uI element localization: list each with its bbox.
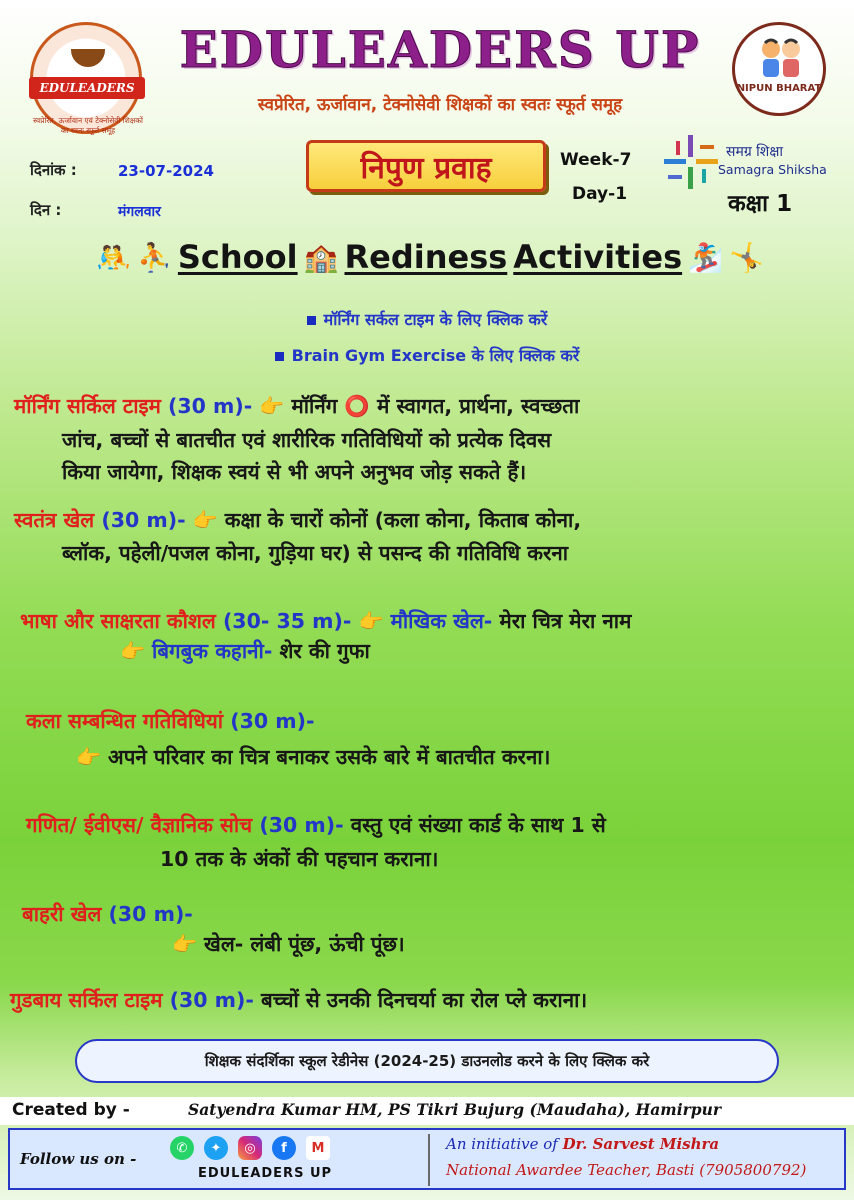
section-art-line2: 👉 अपने परिवार का चित्र बनाकर उसके बारे में बातचीत करना। [76, 745, 551, 769]
download-guide-button[interactable]: शिक्षक संदर्शिका स्कूल रेडीनेस (2024-25) डाउनलोड करने के लिए क्लिक करे [75, 1039, 779, 1083]
section-art: कला सम्बन्धित गतिविधियां (30 m)- [26, 709, 315, 733]
section-maths-line2: 10 तक के अंकों की पहचान कराना। [160, 847, 439, 871]
follow-label: Follow us on - [20, 1150, 137, 1168]
footer-divider [428, 1134, 430, 1186]
section-free-play-line2: ब्लॉक, पहेली/पजल कोना, गुड़िया घर) से पसन्द की गतिविधि करना [62, 541, 569, 565]
facebook-icon[interactable]: f [272, 1136, 296, 1160]
gmail-icon[interactable]: M [306, 1136, 330, 1160]
whatsapp-icon[interactable]: ✆ [170, 1136, 194, 1160]
heading-word-activities: Activities [513, 238, 683, 276]
brain-gym-link[interactable]: Brain Gym Exercise के लिए क्लिक करें [0, 344, 854, 366]
pointing-hand-icon: 👉 [76, 745, 101, 769]
tagline: स्वप्रेरित, ऊर्जावान, टेक्नोसेवी शिक्षकों का स्वतः स्फूर्त समूह [257, 95, 623, 115]
week-label: Week-7 [560, 150, 632, 170]
pointing-hand-icon: 👉 [259, 394, 285, 418]
social-icons [170, 1136, 330, 1160]
class-label: कक्षा 1 [728, 191, 793, 217]
square-bullet-icon [275, 352, 284, 361]
section-morning-line2: जांच, बच्चों से बातचीत एवं शारीरिक गतिविधियों को प्रत्येक दिवस [62, 428, 552, 452]
square-bullet-icon [307, 316, 316, 325]
samagra-hindi: समग्र शिक्षा [726, 144, 783, 160]
creator-credit: Satyendra Kumar HM, PS Tikri Bujurg (Maudaha), Hamirpur [188, 1100, 722, 1119]
nipun-bharat-logo [732, 22, 826, 116]
initiative-line: An initiative of Dr. Sarvest Mishra [446, 1135, 720, 1153]
pointing-hand-icon: 👉 [172, 932, 197, 956]
group-name: EDULEADERS UP [197, 1166, 333, 1181]
created-label: Created by - [12, 1100, 130, 1120]
instagram-icon[interactable]: ◎ [238, 1136, 262, 1160]
school-icon: 🏫 [303, 240, 339, 274]
date-label: दिनांक : [30, 161, 77, 179]
logo-caption: स्वप्रेरित, ऊर्जावान एवं टेक्नोसेवी शिक्षकों का स्वतः स्फूर्त समूह [33, 116, 143, 135]
day-label: दिन : [30, 201, 62, 219]
section-morning-line3: किया जायेगा, शिक्षक स्वयं से भी अपने अनुभव जोड़ सकते हैं। [62, 460, 527, 484]
wrestling-icon: 🤼 [96, 240, 131, 274]
heading-word-rediness: Rediness [344, 238, 508, 276]
activities-heading [40, 238, 820, 276]
pointing-hand-icon: 👉 [120, 639, 145, 663]
twitter-icon[interactable]: ✦ [204, 1136, 228, 1160]
kids-icon [753, 37, 809, 81]
section-language-line2: 👉 बिगबुक कहानी- शेर की गुफा [120, 639, 370, 663]
logo-banner: EDULEADERS [29, 77, 145, 99]
awardee-line: National Awardee Teacher, Basti (7905800792) [446, 1161, 807, 1179]
cartwheel-icon: 🤸 [729, 240, 764, 274]
bowl-icon [71, 49, 105, 67]
program-badge: निपुण प्रवाह [306, 140, 546, 192]
samagra-english: Samagra Shiksha [718, 162, 827, 177]
section-free-play: स्वतंत्र खेल (30 m)- 👉 कक्षा के चारों कोनों (कला कोना, किताब कोना, [14, 508, 582, 532]
section-maths: गणित/ ईवीएस/ वैज्ञानिक सोच (30 m)- वस्तु एवं संख्या कार्ड के साथ 1 से [26, 813, 606, 837]
section-outdoor: बाहरी खेल (30 m)- [22, 902, 193, 926]
pointing-hand-icon: 👉 [358, 609, 384, 633]
section-morning-circle: मॉर्निंग सर्किल टाइम (30 m)- 👉 मॉर्निंग ⭕ में स्वागत, प्रार्थना, स्वच्छता [14, 394, 580, 418]
basketball-icon: ⛹ [137, 240, 172, 274]
day-value: मंगलवार [118, 204, 161, 220]
page-title: EDULEADERS UP [179, 20, 701, 79]
section-outdoor-line2: 👉 खेल- लंबी पूंछ, ऊंची पूंछ। [172, 932, 405, 956]
day-number: Day-1 [572, 184, 628, 204]
pointing-hand-icon: 👉 [192, 508, 218, 532]
section-language: भाषा और साक्षरता कौशल (30- 35 m)- 👉 मौखिक खेल- मेरा चित्र मेरा नाम [20, 609, 632, 633]
snowboard-icon: 🏂 [688, 240, 723, 274]
heading-word-school: School [177, 238, 298, 276]
nipun-logo-text: NIPUN BHARAT [736, 83, 822, 94]
date-value: 23-07-2024 [118, 162, 214, 180]
circle-icon: ⭕ [344, 394, 370, 418]
section-goodbye: गुडबाय सर्किल टाइम (30 m)- बच्चों से उनकी दिनचर्या का रोल प्ले कराना। [10, 988, 588, 1012]
samagra-shiksha-icon [662, 133, 720, 191]
morning-circle-link[interactable]: मॉर्निंग सर्कल टाइम के लिए क्लिक करें [0, 308, 854, 330]
